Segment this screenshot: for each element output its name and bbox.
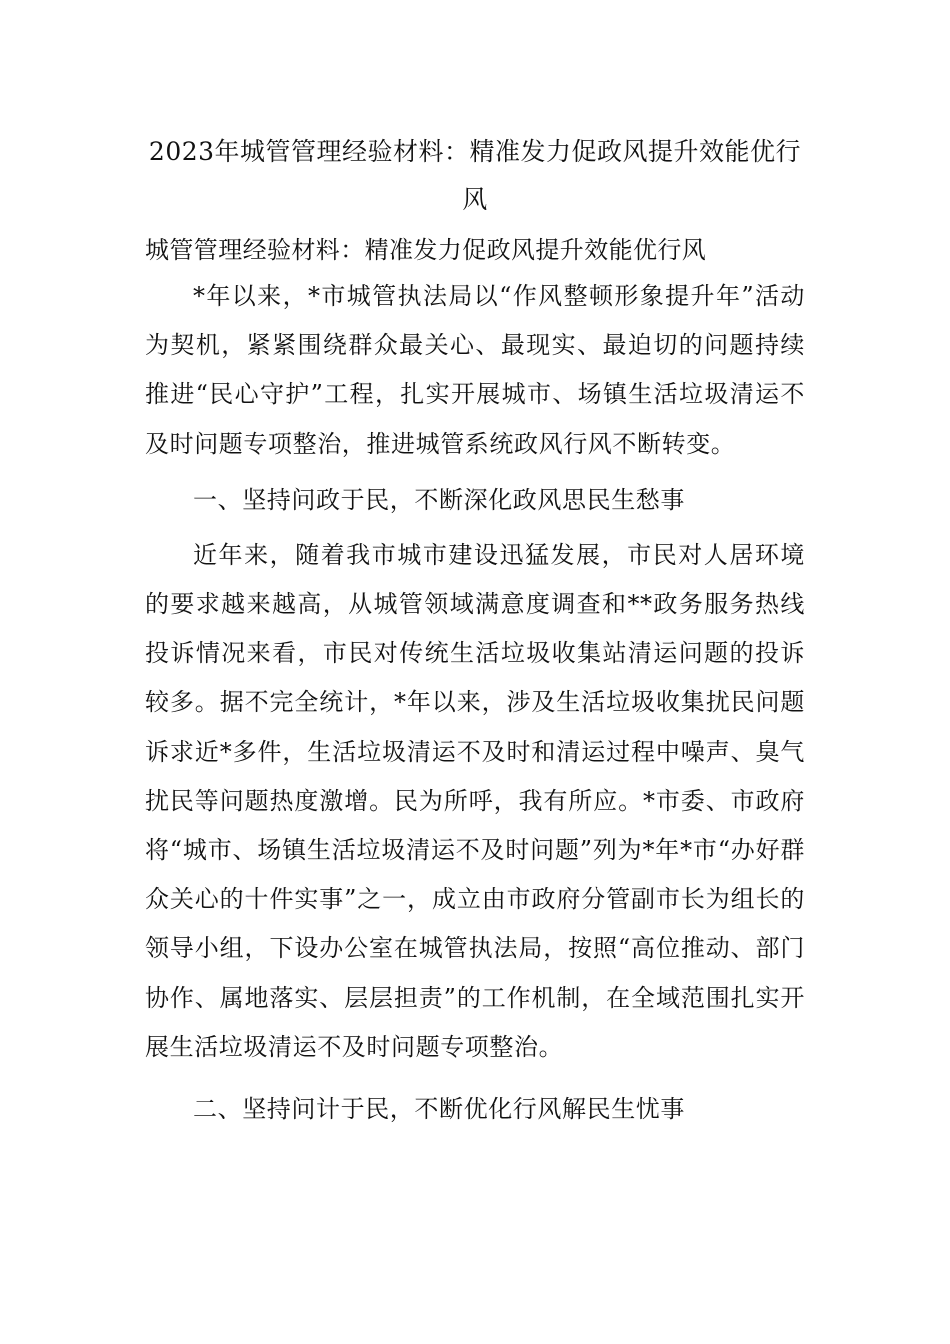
document-title: 2023年城管管理经验材料：精准发力促政风提升效能优行风 xyxy=(148,137,802,214)
section-heading-1: 一、坚持问政于民，不断深化政风思民生愁事 xyxy=(193,485,685,514)
intro-paragraph: *年以来，*市城管执法局以“作风整顿形象提升年”活动为契机，紧紧围绕群众最关心、最现实、最迫切的问题持续推进“民心守护”工程，扎实开展城市、场镇生活垃圾清运不及时问题专项整治，推进城管系统政风行风不断转变。 xyxy=(145,282,805,458)
section-heading-2: 二、坚持问计于民，不断优化行风解民生忧事 xyxy=(193,1095,685,1124)
document-content xyxy=(145,128,805,1134)
section-body-1: 近年来，随着我市城市建设迅猛发展，市民对人居环境的要求越来越高，从城管领域满意度调查和**政务服务热线投诉情况来看，市民对传统生活垃圾收集站清运问题的投诉较多。据不完全统计，*年以来，涉及生活垃圾收集扰民问题诉求近*多件，生活垃圾清运不及时和清运过程中噪声、臭气扰民等问题热度激增。民为所呼，我有所应。*市委、市政府将“城市、场镇生活垃圾清运不及时问题”列为*年*市“办好群众关心的十件实事”之一，成立由市政府分管副市长为组长的领导小组，下设办公室在城管执法局，按照“高位推动、部门协作、属地落实、层层担责”的工作机制，在全域范围扎实开展生活垃圾清运不及时问题专项整治。 xyxy=(145,540,805,1061)
document-subtitle: 城管管理经验材料：精准发力促政风提升效能优行风 xyxy=(145,236,707,264)
spacer xyxy=(145,1072,805,1084)
